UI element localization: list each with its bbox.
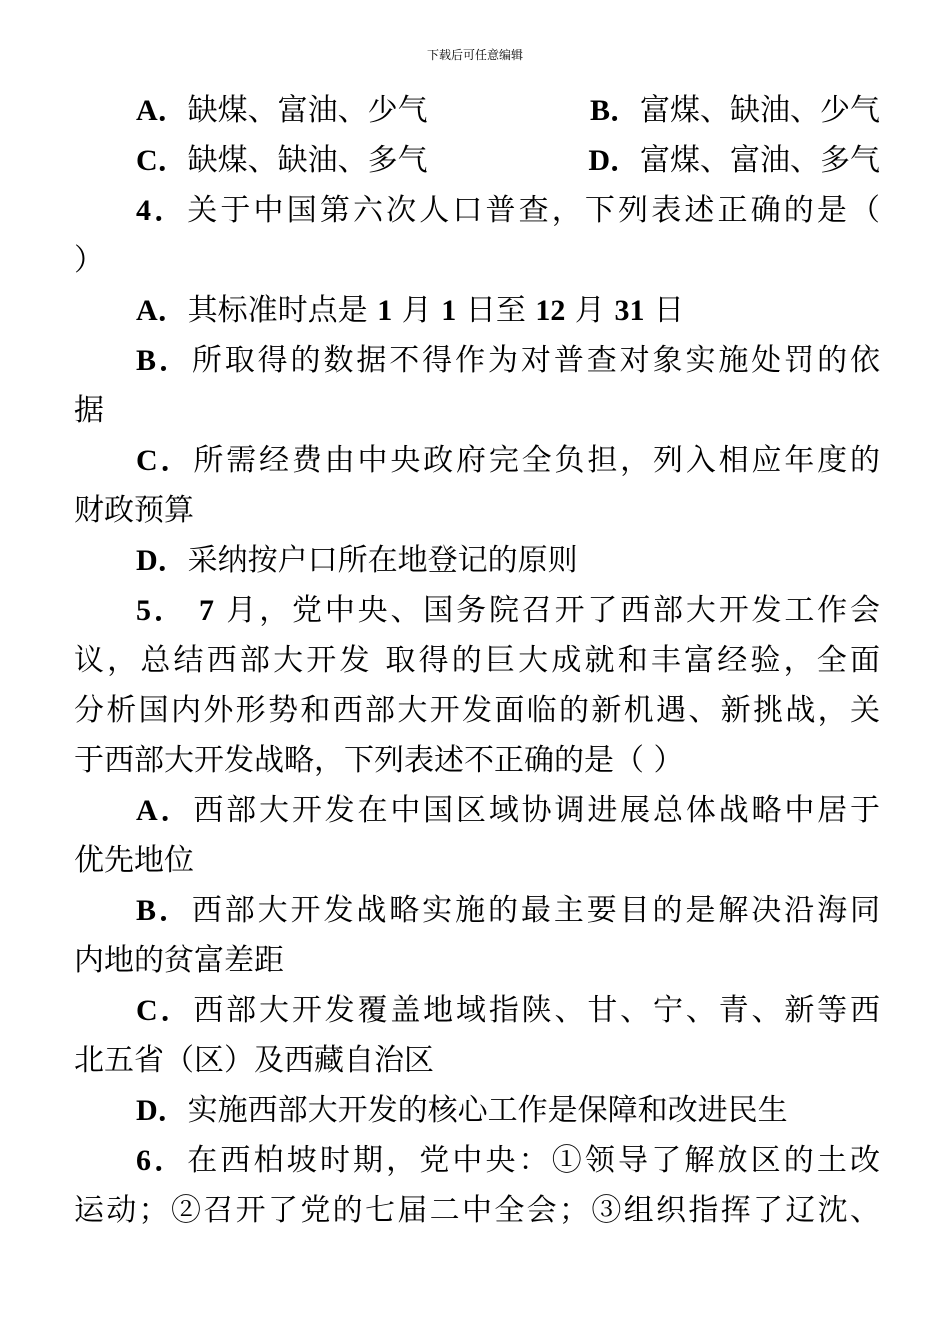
q3-options-row-1 bbox=[74, 86, 880, 136]
q3-options-row-2 bbox=[74, 136, 880, 186]
q3-option-a: A．缺煤、富油、少气 bbox=[136, 93, 428, 128]
q5-stem-line-2: 议，总结西部大开发 取得的巨大成就和丰富经验，全面 bbox=[74, 643, 880, 678]
q5-option-b-cont: 内地的贫富差距 bbox=[74, 943, 284, 978]
q4-stem-cont: ） bbox=[74, 243, 104, 278]
q4-option-c: C．所需经费由中央政府完全负担，列入相应年度的 bbox=[136, 443, 880, 478]
q5-stem-line-4: 于西部大开发战略，下列表述不正确的是（ ） bbox=[74, 743, 684, 778]
q6-stem: 6．在西柏坡时期，党中央：①领导了解放区的土改 bbox=[136, 1143, 880, 1178]
q4-option-a: A．其标准时点是 1 月 1 日至 12 月 31 日 bbox=[136, 293, 684, 328]
q4-stem: 4．关于中国第六次人口普查，下列表述正确的是（ bbox=[136, 193, 880, 228]
q5-option-c-cont: 北五省（区）及西藏自治区 bbox=[74, 1043, 434, 1078]
q6-number: 6． bbox=[136, 1144, 188, 1177]
q4-option-d: D．采纳按户口所在地登记的原则 bbox=[136, 543, 578, 578]
q4-option-b-cont: 据 bbox=[74, 393, 104, 428]
q4-number: 4． bbox=[136, 194, 188, 227]
q5-stem-line-3: 分析国内外形势和西部大开发面临的新机遇、新挑战，关 bbox=[74, 693, 880, 728]
q3-option-b: B．富煤、缺油、少气 bbox=[589, 93, 880, 128]
q5-number: 5． bbox=[136, 594, 187, 627]
q6-stem-line-2: 运动；②召开了党的七届二中全会；③组织指挥了辽沈、 bbox=[74, 1193, 880, 1228]
q5-option-a: A．西部大开发在中国区域协调进展总体战略中居于 bbox=[136, 793, 880, 828]
question-content bbox=[74, 86, 880, 1236]
q5-option-d: D．实施西部大开发的核心工作是保障和改进民生 bbox=[136, 1093, 788, 1128]
q3-option-c: C．缺煤、缺油、多气 bbox=[136, 143, 428, 178]
q5-option-c: C．西部大开发覆盖地域指陕、甘、宁、青、新等西 bbox=[136, 993, 880, 1028]
q5-option-a-cont: 优先地位 bbox=[74, 843, 194, 878]
page-header: 下载后可任意编辑 bbox=[426, 48, 523, 62]
q4-option-b: B．所取得的数据不得作为对普查对象实施处罚的依 bbox=[136, 343, 880, 378]
q3-option-d: D．富煤、富油、多气 bbox=[588, 143, 880, 178]
q4-option-c-cont: 财政预算 bbox=[74, 493, 194, 528]
q5-option-b: B．西部大开发战略实施的最主要目的是解决沿海同 bbox=[136, 893, 880, 928]
q5-stem: 5． 7 月，党中央、国务院召开了西部大开发工作会 bbox=[136, 593, 880, 628]
